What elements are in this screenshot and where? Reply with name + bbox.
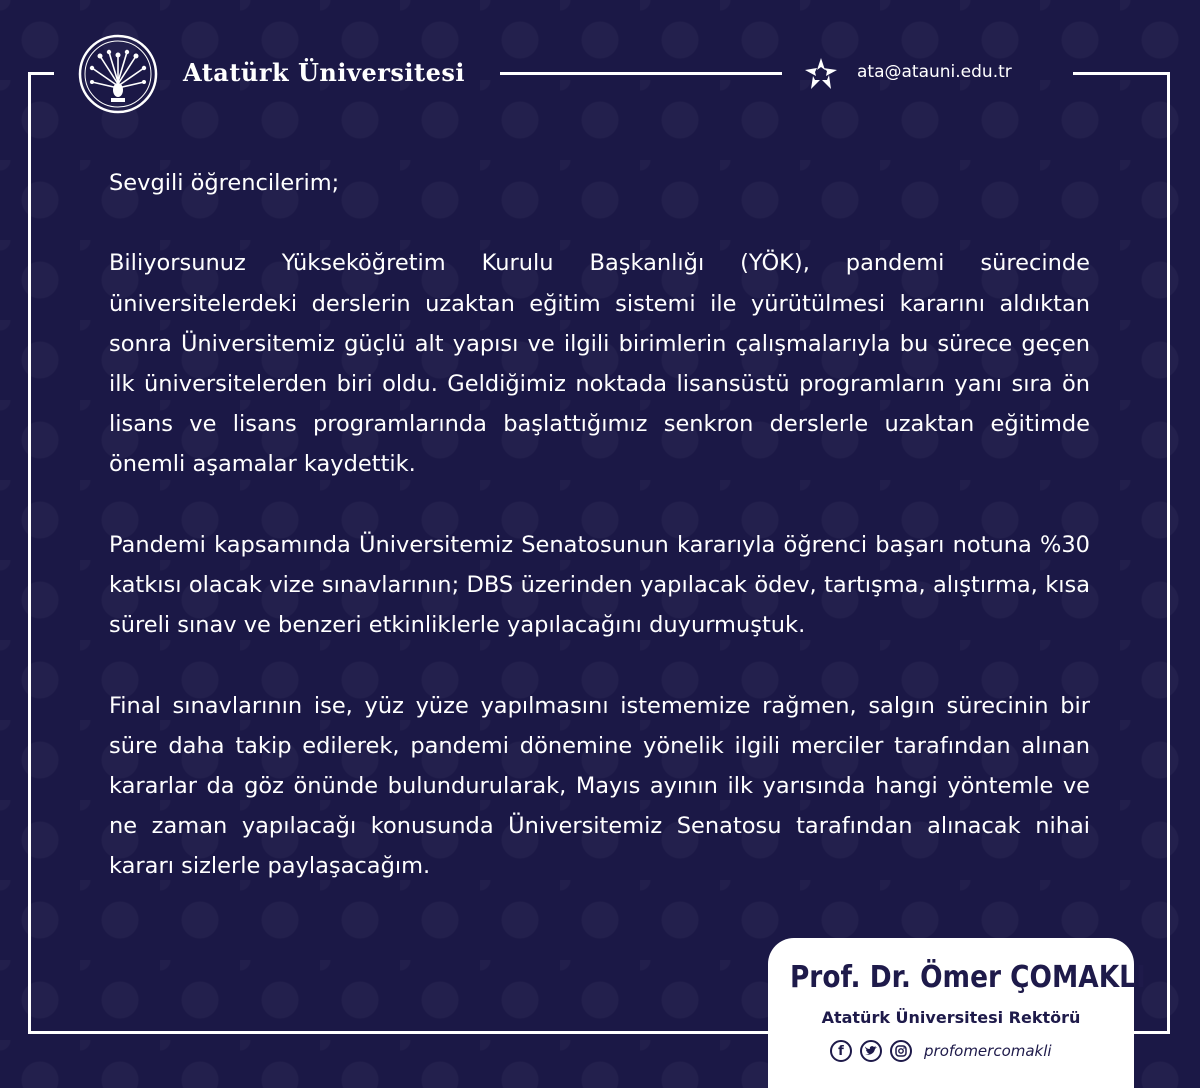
frame-top-right <box>1073 72 1170 75</box>
paragraph-2: Pandemi kapsamında Üniversitemiz Senatosunun kararıyla öğrenci başarı notuna %30 katkısı olacak vize sınavlarının; DBS üzerinden yapılacak ödev, tartışma, alıştırma, kısa süreli sınav ve benzeri etkinliklerle yapılacağını duyurmuştuk. <box>109 531 1090 639</box>
paragraph-3: Final sınavlarının ise, yüz yüze yapılmasını istememize rağmen, salgın sürecinin bir süre daha takip edilerek, pandemi dönemine yönelik ilgili merciler tarafından alınan kararlar da göz önünde bulundurularak, Mayıs ayının ilk yarısında hangi yöntemle ve ne zaman yapılacağı konusunda Üniversitemiz Senatosu tarafından alınacak nihai kararı sizlerle paylaşacağım. <box>109 692 1090 880</box>
paragraph-1: Biliyorsunuz Yükseköğretim Kurulu Başkanlığı (YÖK), pandemi sürecinde üniversitelerdeki derslerin uzaktan eğitim sistemi ile yürütülmesi kararını aldıktan sonra Üniversitemiz güçlü alt yapısı ve ilgili birimlerin çalışmalarıyla bu sürece geçen ilk üniversitelerden biri oldu. Geldiğimiz noktada lisansüstü programların yanı sıra ön lisans ve lisans programlarında başlattığımız senkron derslerle uzaktan eğitimde önemli aşamalar kaydettik. <box>109 250 1090 478</box>
twitter-icon[interactable] <box>860 1040 882 1062</box>
peacock-seal-icon <box>78 34 158 114</box>
frame-bottom-right <box>1132 1031 1170 1034</box>
frame-top-left <box>28 72 54 75</box>
social-handle[interactable]: profomercomakli <box>924 1042 1052 1060</box>
contact-email[interactable]: ata@atauni.edu.tr <box>857 62 1012 82</box>
letter-body <box>109 163 1090 927</box>
salutation: Sevgili öğrencilerim; <box>109 170 340 196</box>
signatory-title: Atatürk Üniversitesi Rektörü <box>821 1008 1081 1027</box>
university-name: Atatürk Üniversitesi <box>183 58 465 87</box>
social-links <box>830 1038 1052 1064</box>
signatory-name: Prof. Dr. Ömer ÇOMAKLI <box>789 960 1146 995</box>
frame-right <box>1167 72 1170 1034</box>
instagram-icon[interactable] <box>890 1040 912 1062</box>
facebook-icon[interactable]: f <box>830 1040 852 1062</box>
star-logo-icon <box>803 56 839 92</box>
frame-top-middle <box>500 72 782 75</box>
frame-left <box>28 72 31 1034</box>
signature-box <box>768 938 1146 1088</box>
frame-bottom-left <box>28 1031 770 1034</box>
